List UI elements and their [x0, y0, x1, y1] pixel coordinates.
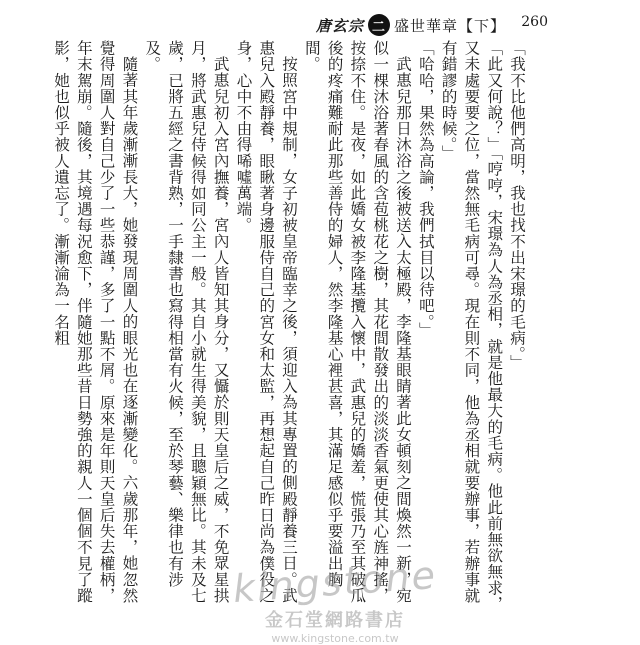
paragraph: 武惠兒那日沐浴之後被送入太極殿，李隆基眼睛著此女頓刻之間煥然一新，宛似一棵沐浴著春風的含苞桃花之樹，其花間散發出的淡淡香氣更使其心旌神搖，按捺不住。是夜，如此嬌女被李隆基攬入懷中，武惠兒的嬌羞，慌張乃至其破瓜後的疼痛難耐此那些善侍的婦人，然李隆基心裡甚喜，其滿足感似乎要溢出胸間。 — [302, 40, 413, 604]
running-header — [0, 10, 640, 38]
paragraph: 「哈哈，果然為高論，我們拭目以待吧。」 — [416, 40, 435, 339]
book-title: 盛世華章【下】 — [393, 16, 506, 35]
paragraph: 「此又何說？」「哼哼，宋璟為人為丞相，就是他最大的毛病。他此前無欲無求，又未處要要之位，當然無毛病可尋。現在則不同，他為丞相就要辦事，若辦事就有錯謬的時候。」 — [439, 40, 504, 612]
watermark-logo: kingstone — [231, 552, 439, 612]
body-text — [52, 40, 528, 618]
paragraph: 按照宮中規制，女子初被皇帝臨幸之後，須迎入為其專置的側殿靜養三日。武惠兒入殿靜養，眼瞅著身邊服侍自己的宮女和太監，再想起自己昨日尚為僕役之身，心中不由得唏噓萬端。 — [234, 40, 299, 604]
running-title — [316, 14, 506, 36]
watermark-url: www.kingstone.com.tw — [271, 632, 399, 645]
watermark-store-name: 金石堂網路書店 — [265, 610, 405, 631]
paragraph: 隨著其年歲漸漸長大，她發現周圍人的眼光也在逐漸變化。六歲那年，她忽然覺得周圍人對自己少了一些恭謹，多了一點不屑。原來是年則天皇后失去權柄，年末駕崩。隨後，其境遇每況愈下，伴隨她那些昔日勢強的親人一個個不見了蹤影，她也似乎被人遺忘了。漸漸淪為一名粗 — [52, 40, 139, 604]
volume-badge: 二 — [368, 14, 390, 36]
paragraph: 「我不比他們高明，我也找不出宋璟的毛病。」 — [508, 40, 526, 371]
series-name: 唐玄宗 — [315, 16, 364, 35]
paragraph: 武惠兒初入宮內撫養，宮內人皆知其身分，又懾於則天皇后之威，不免眾星拱月，將武惠兒侍候得如同公主一般。其自小就生得美貌，且聰穎無比。其未及七歲，已將五經之書背熟，一手隸書也寫得相當有火候，至於琴藝、樂律也有涉及。 — [143, 40, 230, 604]
page-number: 260 — [521, 14, 548, 30]
